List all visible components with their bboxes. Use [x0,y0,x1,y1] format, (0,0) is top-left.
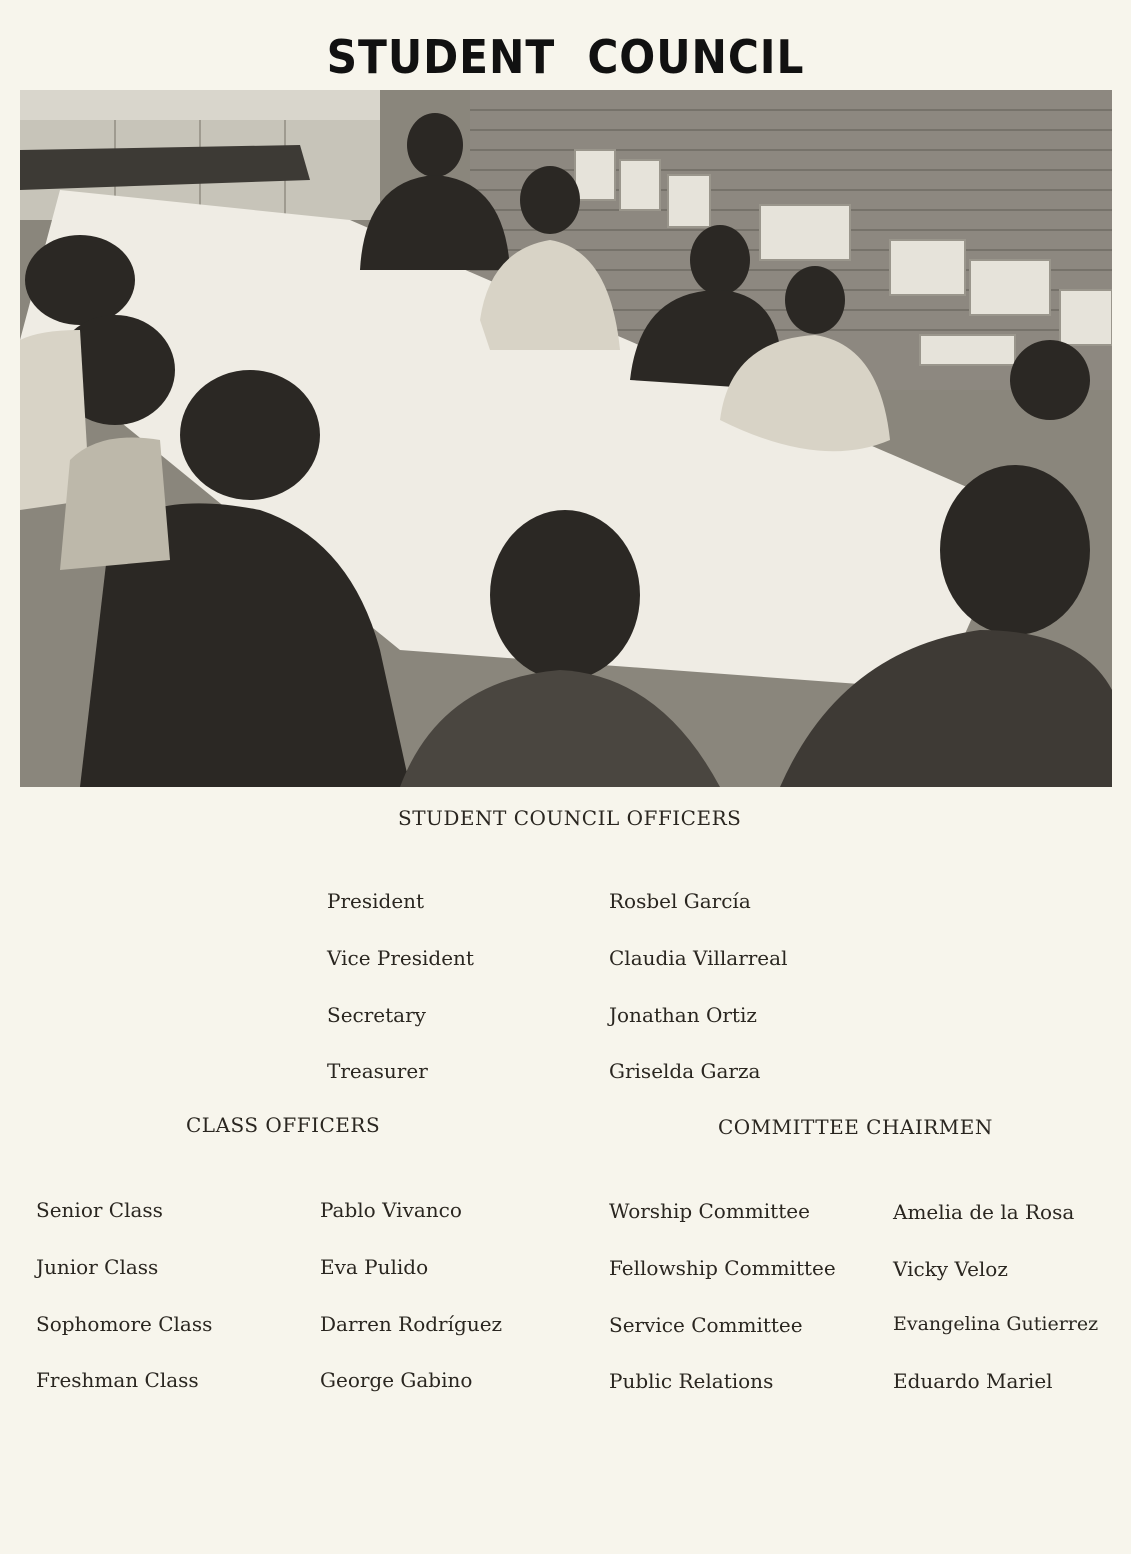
committee-name: Vicky Veloz [893,1257,1008,1281]
class-name: George Gabino [320,1368,473,1392]
officer-name: Claudia Villarreal [609,946,788,970]
committee-heading: COMMITTEE CHAIRMEN [718,1115,993,1139]
class-role: Senior Class [36,1198,163,1222]
officer-name: Griselda Garza [609,1059,761,1083]
committee-name: Evangelina Gutierrez [893,1313,1099,1335]
class-role: Sophomore Class [36,1312,213,1336]
committee-name: Amelia de la Rosa [893,1200,1075,1224]
officer-role: President [327,889,425,913]
committee-name: Eduardo Mariel [893,1369,1053,1393]
group-photo [20,90,1112,787]
class-name: Pablo Vivanco [320,1198,462,1222]
officer-name: Rosbel García [609,889,751,913]
committee-role: Public Relations [609,1369,774,1393]
class-name: Eva Pulido [320,1255,429,1279]
class-officers-heading: CLASS OFFICERS [186,1113,381,1137]
class-role: Junior Class [36,1255,159,1279]
officer-role: Vice President [327,946,474,970]
officer-role: Secretary [327,1003,426,1027]
officer-name: Jonathan Ortiz [609,1003,757,1027]
committee-role: Worship Committee [609,1199,810,1223]
class-role: Freshman Class [36,1368,199,1392]
committee-role: Fellowship Committee [609,1256,836,1280]
page-title: STUDENT COUNCIL [326,30,805,84]
officers-heading: STUDENT COUNCIL OFFICERS [398,806,742,830]
officer-role: Treasurer [327,1059,428,1083]
class-name: Darren Rodríguez [320,1312,503,1336]
committee-role: Service Committee [609,1313,803,1337]
